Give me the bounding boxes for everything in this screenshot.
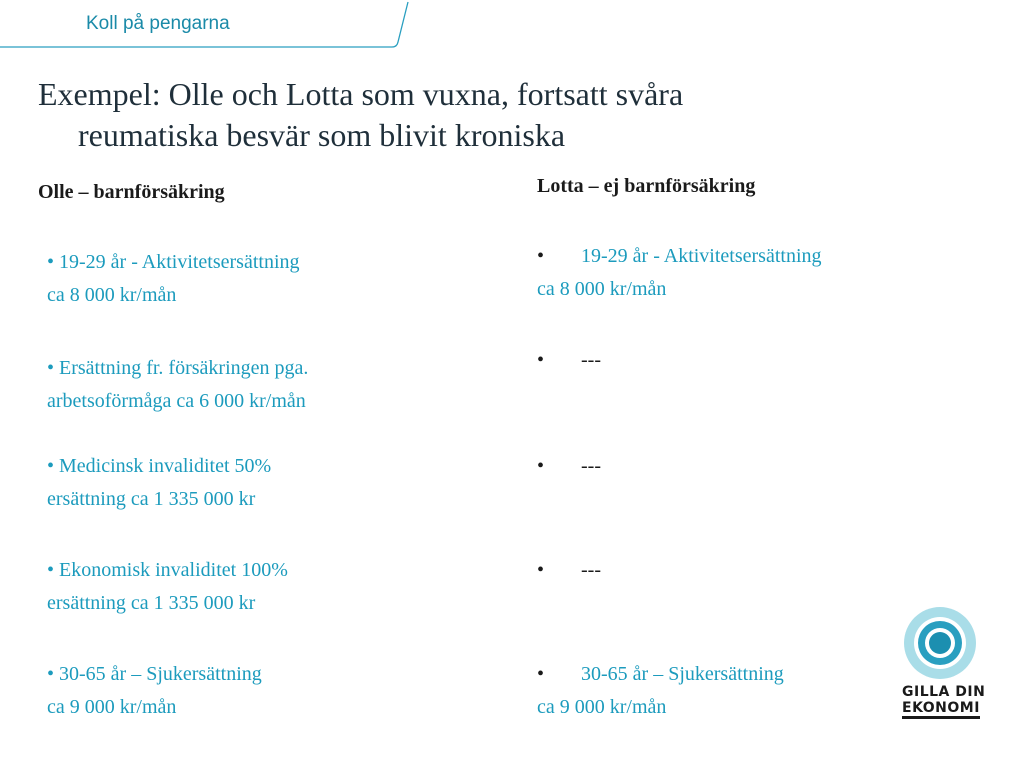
slide-title-line-2: reumatiska besvär som blivit kroniska xyxy=(78,117,566,153)
left-item-2-line-1: • Ersättning fr. försäkringen pga. xyxy=(47,357,309,379)
right-column-heading: Lotta – ej barnförsäkring xyxy=(537,175,756,197)
left-item-4 xyxy=(47,554,288,620)
left-column-heading: Olle – barnförsäkring xyxy=(38,181,225,203)
left-item-5-line-2: ca 9 000 kr/mån xyxy=(47,696,177,718)
right-item-3-line-1: --- xyxy=(581,455,601,477)
right-item-5-line-1: 30-65 år – Sjukersättning xyxy=(581,663,784,685)
slide-title-line-1: Exempel: Olle och Lotta som vuxna, fortsatt svåra xyxy=(38,76,684,112)
right-item-5-bullet: • xyxy=(537,663,545,685)
logo-text-line-2: EKONOMI xyxy=(902,700,980,719)
right-item-3-bullet: • xyxy=(537,455,545,477)
left-item-5-line-1: • 30-65 år – Sjukersättning xyxy=(47,663,262,685)
right-item-1-line-2: ca 8 000 kr/mån xyxy=(537,278,667,300)
right-item-5 xyxy=(537,658,784,724)
left-item-4-line-2: ersättning ca 1 335 000 kr xyxy=(47,592,256,614)
gilla-din-ekonomi-logo-icon xyxy=(898,607,982,691)
right-item-2-line-1: --- xyxy=(581,349,601,371)
left-item-3 xyxy=(47,450,271,516)
left-item-4-line-1: • Ekonomisk invaliditet 100% xyxy=(47,559,288,581)
header-title: Koll på pengarna xyxy=(86,13,230,34)
right-item-5-line-2: ca 9 000 kr/mån xyxy=(537,696,667,718)
left-item-1 xyxy=(47,246,300,312)
logo-text-line-1: GILLA DIN xyxy=(902,684,986,700)
left-item-3-line-1: • Medicinsk invaliditet 50% xyxy=(47,455,272,477)
left-item-3-line-2: ersättning ca 1 335 000 kr xyxy=(47,488,256,510)
right-item-1 xyxy=(537,240,822,306)
right-item-3 xyxy=(537,450,601,483)
right-item-2 xyxy=(537,344,601,377)
slide-title xyxy=(38,74,938,156)
left-item-2-line-2: arbetsoförmåga ca 6 000 kr/mån xyxy=(47,390,306,412)
left-item-1-line-2: ca 8 000 kr/mån xyxy=(47,284,177,306)
left-item-2 xyxy=(47,352,308,418)
left-item-1-line-1: • 19-29 år - Aktivitetsersättning xyxy=(47,251,300,273)
right-item-4 xyxy=(537,554,601,587)
left-item-5 xyxy=(47,658,262,724)
right-item-1-line-1: 19-29 år - Aktivitetsersättning xyxy=(581,245,822,267)
right-item-2-bullet: • xyxy=(537,349,545,371)
right-item-1-bullet: • xyxy=(537,245,545,267)
right-item-4-bullet: • xyxy=(537,559,545,581)
right-item-4-line-1: --- xyxy=(581,559,601,581)
